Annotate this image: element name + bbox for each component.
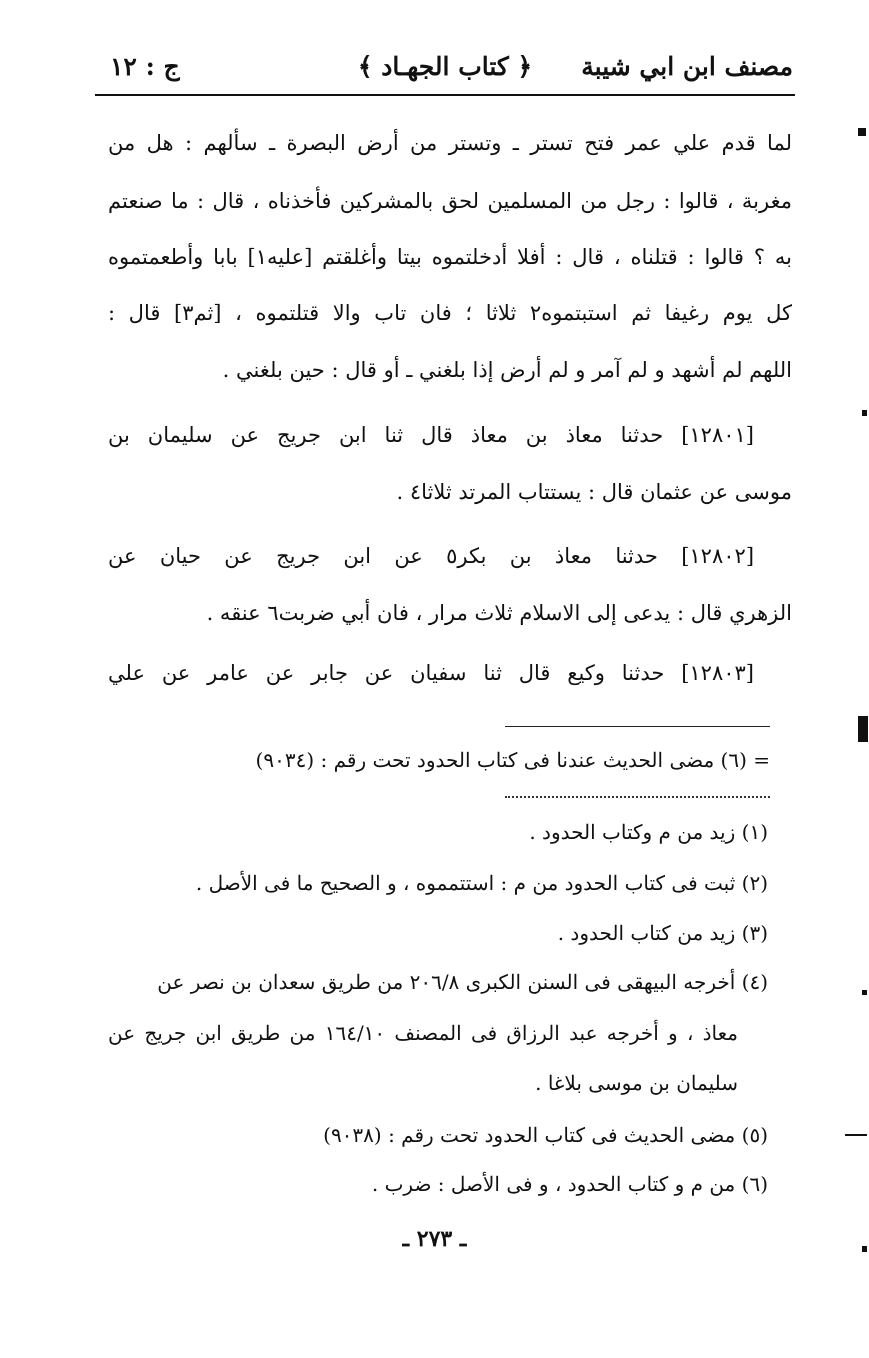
footnote-2: (٢) ثبت فى كتاب الحدود من م : استتمموه ، و الصحيح ما فى الأصل .: [195, 871, 768, 895]
page-header: [95, 38, 795, 96]
body-line: كل يوم رغيفا ثم استبتموه٢ ثلاثا ؛ فان تاب والا قتلتموه ، [ثم٣] قال :: [108, 301, 792, 325]
body-line: به ؟ قالوا : قتلناه ، قال : أفلا أدخلتموه بيتا وأغلقتم [عليه١] بابا وأطعمتموه: [108, 245, 792, 269]
footnote-4: (٤) أخرجه البيهقى فى السنن الكبرى ٢٠٦/٨ من طريق سعدان بن نصر عن: [157, 970, 768, 994]
footnote-3: (٣) زيد من كتاب الحدود .: [557, 921, 768, 945]
body-line: لما قدم علي عمر فتح تستر ـ وتستر من أرض البصرة ـ سألهم : هل من: [108, 131, 792, 155]
hadith-12801-line: [١٢٨٠١] حدثنا معاذ بن معاذ قال ثنا ابن جريج عن سليمان بن: [108, 423, 754, 447]
page-number: ـ ٢٧٣ ـ: [402, 1226, 467, 1252]
hadith-12803-line: [١٢٨٠٣] حدثنا وكيع قال ثنا سفيان عن جابر عن عامر عن علي: [108, 661, 754, 685]
scan-mark: [862, 990, 867, 995]
footnote-separator: [505, 726, 770, 727]
footnote-divider: [505, 796, 770, 798]
scan-mark: [858, 716, 868, 742]
body-line: مغربة ، قالوا : رجل من المسلمين لحق بالمشركين فأخذناه ، قال : ما صنعتم: [108, 189, 792, 213]
volume-number: ج : ١٢: [110, 52, 180, 81]
footnote-1: (١) زيد من م وكتاب الحدود .: [529, 820, 768, 844]
chapter-title: ﴿ كتاب الجهـاد ﴾: [357, 52, 533, 81]
footnote-5: (٥) مضى الحديث فى كتاب الحدود تحت رقم : (٩٠٣٨): [323, 1123, 768, 1147]
scan-mark: [858, 128, 866, 136]
body-line: موسى عن عثمان قال : يستتاب المرتد ثلاثا٤ .: [396, 480, 792, 504]
body-line: اللهم لم أشهد و لم آمر و لم أرض إذا بلغني ـ أو قال : حين بلغني .: [222, 358, 792, 382]
footnote-6: (٦) من م و كتاب الحدود ، و فى الأصل : ضرب .: [371, 1172, 768, 1196]
body-line: الزهري قال : يدعى إلى الاسلام ثلاث مرار ، فان أبي ضربت٦ عنقه .: [206, 601, 792, 625]
scan-mark: [845, 1134, 867, 1136]
hadith-12802-line: [١٢٨٠٢] حدثنا معاذ بن بكر٥ عن ابن جريج عن حيان عن: [108, 544, 755, 568]
book-title: مصنف ابن ابي شيبة: [581, 52, 793, 81]
footnote-carryover: = (٦) مضى الحديث عندنا فى كتاب الحدود تحت رقم : (٩٠٣٤): [255, 748, 770, 772]
footnote-4-continued: معاذ ، و أخرجه عبد الرزاق فى المصنف ١٦٤/١٠ من طريق ابن جريج عن: [108, 1021, 738, 1045]
scan-mark: [862, 410, 867, 416]
scan-mark: [862, 1246, 867, 1252]
footnote-4-continued: سليمان بن موسى بلاغا .: [535, 1071, 738, 1095]
